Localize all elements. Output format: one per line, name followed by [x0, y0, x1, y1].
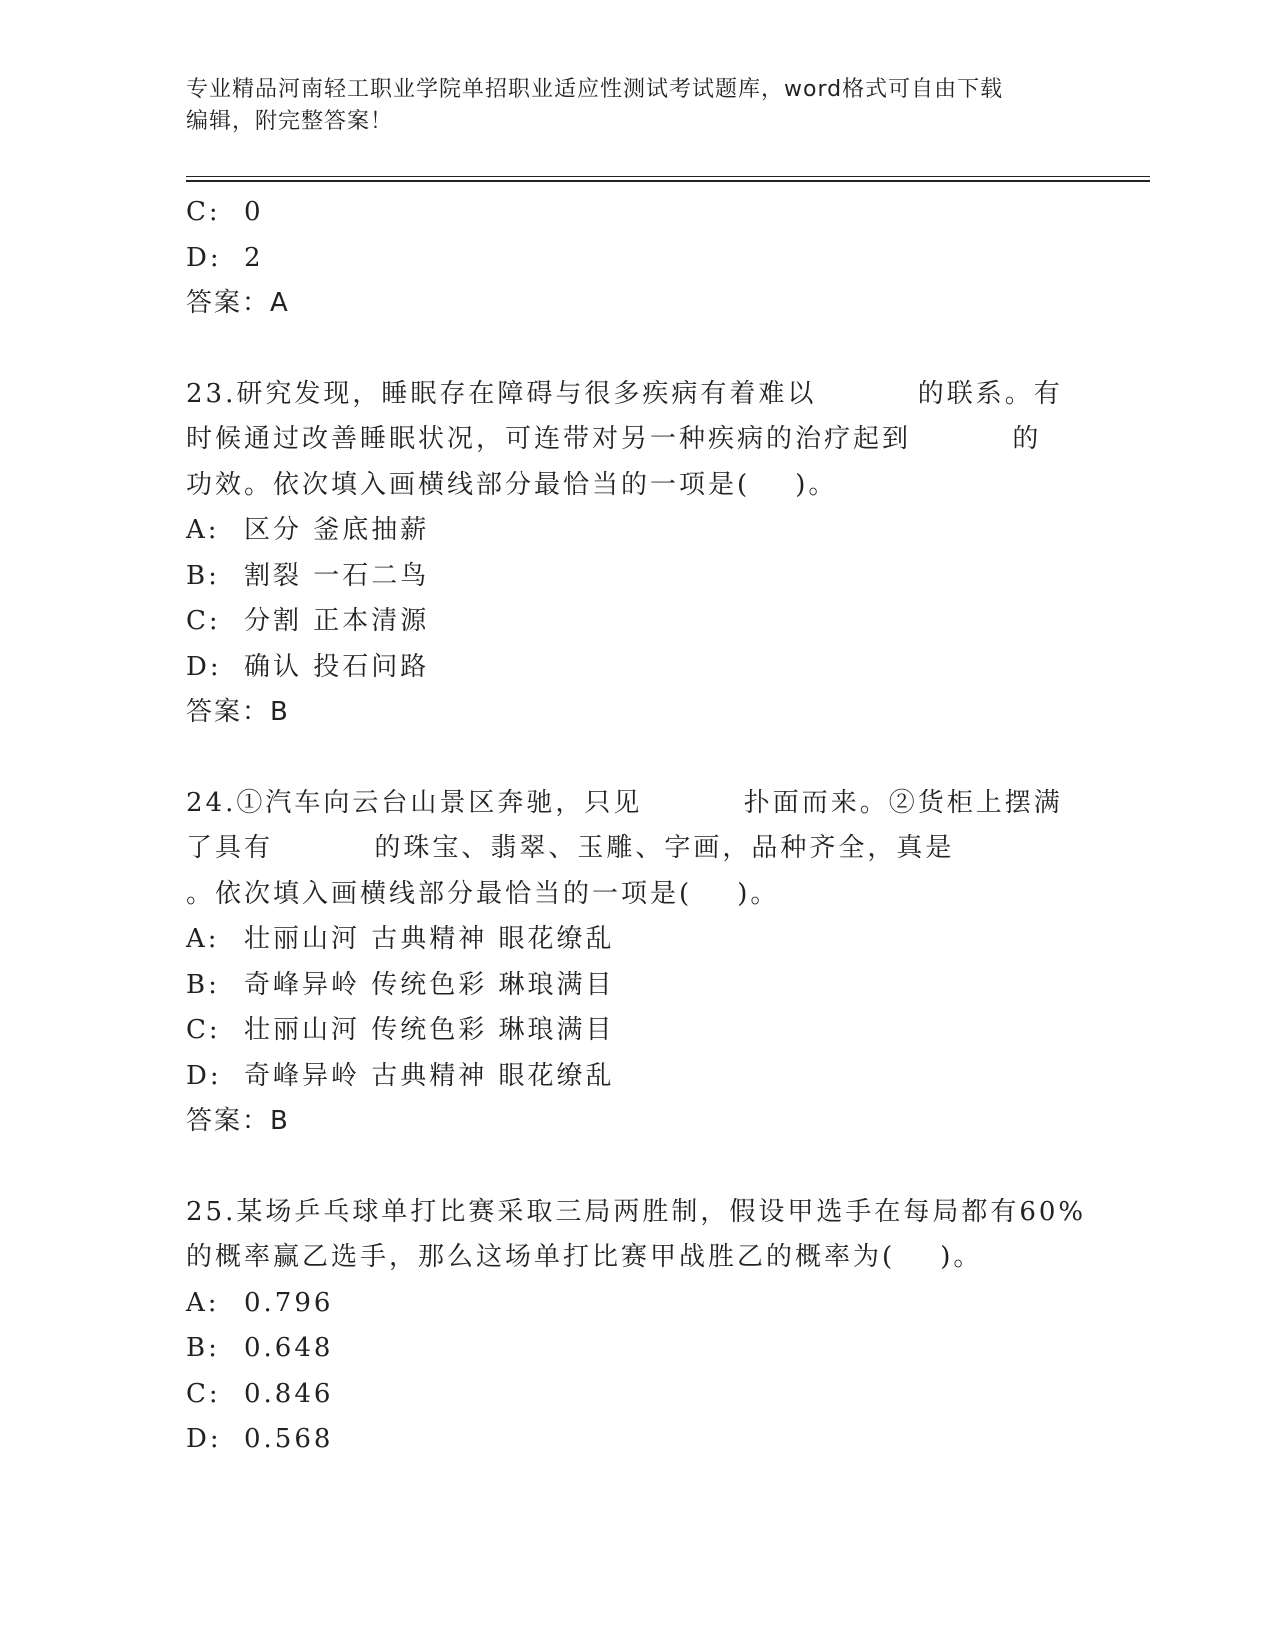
option-letter: A:: [186, 924, 220, 954]
option-text: 分割 正本清源: [244, 606, 430, 636]
option-d: [186, 645, 1086, 691]
option-letter: C:: [186, 1015, 221, 1045]
option-letter: C:: [186, 606, 221, 636]
question-text-line: 24.①汽车向云台山景区奔驰，只见 扑面而来。②货柜上摆满: [186, 787, 1063, 818]
document-header: [186, 74, 1066, 138]
option-letter: D:: [186, 242, 222, 273]
option-c: [186, 1008, 1086, 1054]
option-text: 壮丽山河 古典精神 眼花缭乱: [244, 924, 615, 954]
option-c: [186, 599, 1086, 645]
option-d: [186, 1054, 1086, 1100]
document-body: [186, 190, 1086, 1463]
option-letter: D:: [186, 1424, 222, 1454]
option-text: 区分 釜底抽薪: [244, 515, 430, 545]
option-letter: B:: [186, 969, 220, 1000]
question-text-line: 的概率赢乙选手，那么这场单打比赛甲战胜乙的概率为( )。: [186, 1242, 983, 1272]
option-c: [186, 190, 1086, 236]
option-letter: B:: [186, 560, 220, 591]
question-text-line: 23.研究发现，睡眠存在障碍与很多疾病有着难以 的联系。有: [186, 378, 1063, 409]
option-letter: C:: [186, 1378, 221, 1409]
option-d: [186, 236, 1086, 282]
header-divider-thick: [186, 180, 1150, 182]
option-text: 0.648: [244, 1333, 334, 1363]
header-line-1: 专业精品河南轻工职业学院单招职业适应性测试考试题库，word格式可自由下载: [186, 77, 1004, 102]
option-letter: C:: [186, 197, 221, 227]
option-letter: D:: [186, 651, 222, 682]
option-text: 2: [244, 242, 264, 273]
question-text-line: 了具有 的珠宝、翡翠、玉雕、字画，品种齐全，真是: [186, 833, 955, 863]
answer-line: 答案：A: [186, 288, 290, 318]
option-b: [186, 963, 1086, 1009]
option-text: 0.796: [244, 1287, 334, 1318]
option-letter: A:: [186, 515, 220, 545]
header-line-2: 编辑，附完整答案！: [186, 109, 394, 134]
option-text: 0.568: [244, 1424, 334, 1454]
answer-line: 答案：B: [186, 1106, 290, 1136]
question-text-line: 时候通过改善睡眠状况，可连带对另一种疾病的治疗起到 的: [186, 424, 1042, 454]
option-text: 0.846: [244, 1378, 334, 1409]
question-23: [186, 372, 1086, 736]
question-text-line: 功效。依次填入画横线部分最恰当的一项是( )。: [186, 469, 838, 500]
question-text-line: 。依次填入画横线部分最恰当的一项是( )。: [186, 878, 780, 909]
option-a: [186, 1281, 1086, 1327]
option-text: 割裂 一石二鸟: [244, 560, 430, 591]
option-a: [186, 917, 1086, 963]
option-letter: B:: [186, 1333, 220, 1363]
option-letter: D:: [186, 1060, 222, 1091]
option-b: [186, 1326, 1086, 1372]
option-a: [186, 508, 1086, 554]
option-text: 确认 投石问路: [244, 651, 430, 682]
question-text-line: 25.某场乒乓球单打比赛采取三局两胜制，假设甲选手在每局都有60%: [186, 1196, 1087, 1227]
option-c: [186, 1372, 1086, 1418]
question-24: [186, 781, 1086, 1145]
option-text: 壮丽山河 传统色彩 琳琅满目: [244, 1015, 615, 1045]
answer-line: 答案：B: [186, 697, 290, 727]
question-25: [186, 1190, 1086, 1463]
option-d: [186, 1417, 1086, 1463]
option-letter: A:: [186, 1287, 220, 1318]
header-divider-thin: [186, 176, 1150, 177]
option-text: 奇峰异岭 传统色彩 琳琅满目: [244, 969, 615, 1000]
option-text: 奇峰异岭 古典精神 眼花缭乱: [244, 1060, 615, 1091]
option-text: 0: [244, 197, 264, 227]
question-22-tail: [186, 190, 1086, 327]
option-b: [186, 554, 1086, 600]
